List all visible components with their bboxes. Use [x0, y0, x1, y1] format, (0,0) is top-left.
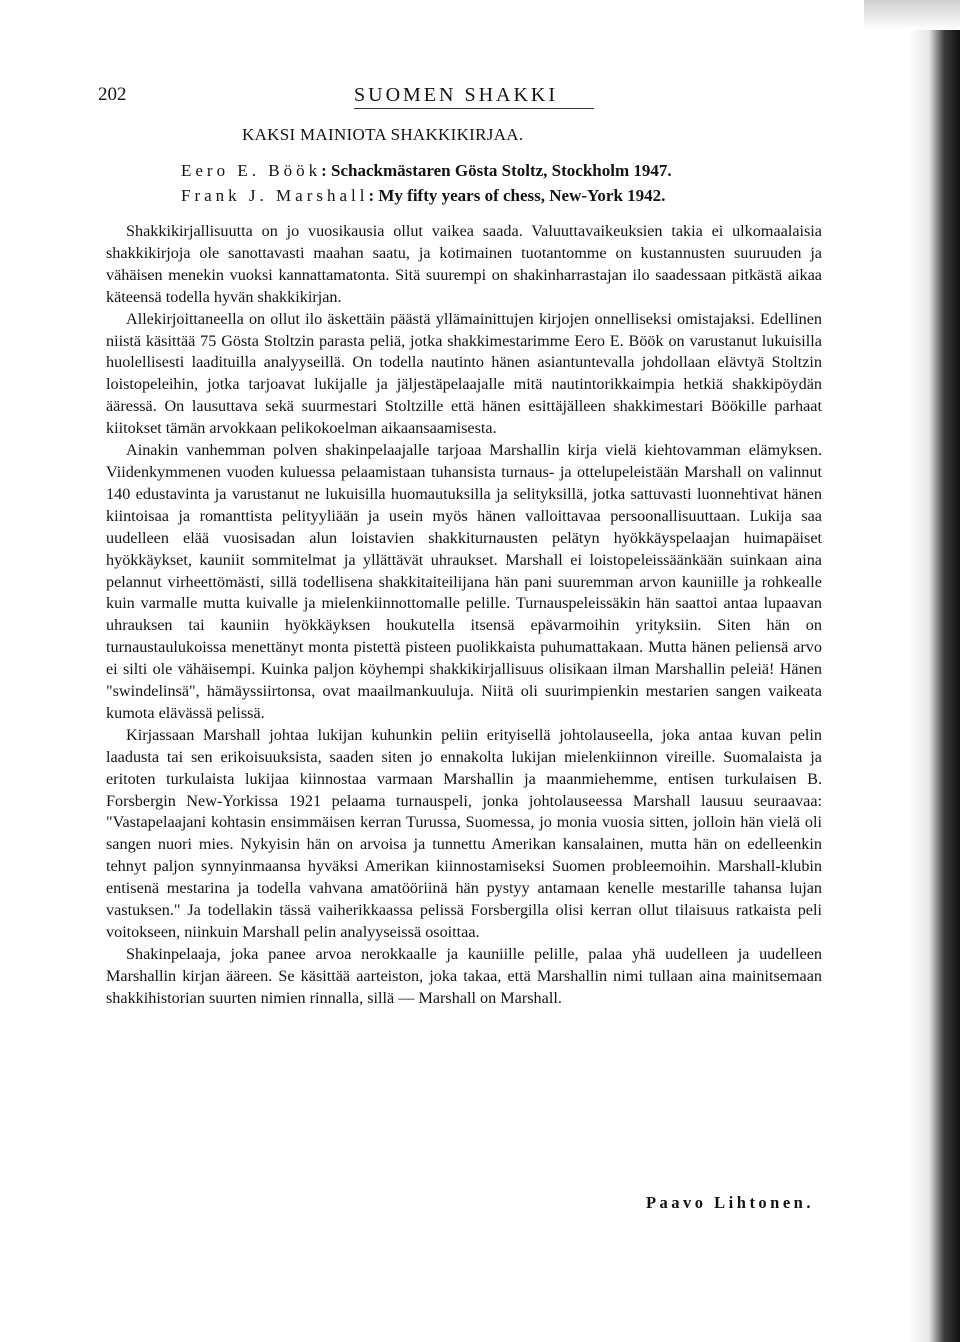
book-reference: [181, 183, 672, 208]
reference-title: : Schackmästaren Gösta Stoltz, Stockholm 1947.: [321, 161, 672, 180]
article-title: KAKSI MAINIOTA SHAKKIKIRJAA.: [242, 125, 524, 144]
page-number: 202: [98, 84, 127, 105]
running-title: SUOMEN SHAKKI: [354, 84, 559, 106]
reference-author: Frank J. Marshall: [181, 186, 369, 205]
scan-binding-edge: [908, 0, 960, 1342]
reference-author: Eero E. Böök: [181, 161, 322, 180]
scan-corner-shadow: [864, 0, 960, 30]
reference-title: : My fifty years of chess, New-York 1942.: [368, 186, 666, 205]
header-rule: [354, 108, 594, 109]
page-header: [98, 84, 850, 114]
paragraph: Shakkikirjallisuutta on jo vuosikausia ollut vaikea saada. Valuuttavaikeuksien takia ei ulkomaalaisia shakkikirjoja ole sanottavasti maahan saatu, ja kotimainen tuotantomme on kustannusten suuruuden ja vähäisen menekin vuoksi kannattamatonta. Sitä suurempi on shakinharrastajan ilo saadessaan pitkästä aikaa käteensä todella hyvän shakkikirjan.: [106, 222, 822, 306]
article-body: [106, 221, 822, 1010]
book-reference: [181, 158, 672, 183]
author-signature: Paavo Lihtonen.: [645, 1193, 814, 1212]
book-references: [181, 158, 672, 208]
paragraph: Ainakin vanhemman polven shakinpelaajalle tarjoaa Marshallin kirja vielä kiehtovamman elämyksen. Viidenkymmenen vuoden kuluessa pelaamistaan tuhansista turnaus- ja ottelupeleistään Marshall on valinnut 140 edustavinta ja varustanut ne lukuisilla huomautuksilla ja selityksillä, jotka sattuvasti luonnehtivat hänen kiintoisaa ja romanttista pelityyliään ja usein myös hänen valloittavaa persoonallisuuttaan. Lukija saa uudelleen elää vuosisadan alun loistavien shakkiturnausten pelätyn hyökkäyspelaajan huimapäiset hyökkäykset, kauniit sommitelmat ja yllättävät uhraukset. Marshall ei loistopeleissäänkään suinkaan aina pelannut virheettömästi, sillä todellisena shakkitaiteilijana hän pani suuremman arvon kauniille ja rohkealle kuin varmalle mutta kuivalle ja mielenkiinnottomalle pelille. Turnauspeleissäkin hän saattoi antaa lupaavan uhrauksen tai kauniin hyökkäyksen houkutella itsensä epävarmoihin yrityksiin. Siten hän on turnaustaulukoissa menettänyt monta pistettä pisteen puolikkaista puhumattakaan. Mutta hänen peliensä arvo ei silti ole vähäisempi. Kuinka paljon köyhempi shakkikirjallisuus olisikaan ilman Marshallin peleiä! Hänen "swindelinsä", hämäyssiirtonsa, ovat maailmankuuluja. Niitä oli suurimpienkin mestarien sangen vaikeata kumota elävässä pelissä.: [106, 441, 822, 722]
paragraph: Shakinpelaaja, joka panee arvoa nerokkaalle ja kauniille pelille, palaa yhä uudelleen ja uudelleen Marshallin kirjan ääreen. Se käsittää aarteiston, joka takaa, että Marshallin nimi tullaan aina mainitsemaan shakkihistorian suurten nimien rinnalla, sillä — Marshall on Marshall.: [106, 944, 822, 1007]
paragraph: Allekirjoittaneella on ollut ilo äskettäin päästä yllämainittujen kirjojen onnelliseksi omistajaksi. Edellinen niistä käsittää 75 Gösta Stoltzin parasta peliä, jotka shakkimestarimme Eero E. Böök on varustanut lukuisilla huolellisesti laadituilla analyyseillä. On todella nautinto hänen asiantuntevalla johdollaan elävtyä Stoltzin loistopeleihin, jotka tarjoavat lukijalle ja jäljestäpelaajalle mitä nautintorikkaimpia hetkiä shakkipöydän ääressä. On lausuttava sekä suurmestari Stoltzille että hänen esittäjälleen shakkimestari Böökille parhaat kiitokset tämän arvokkaan pelikokoelman aikaansaamisesta.: [106, 309, 822, 438]
paragraph: Kirjassaan Marshall johtaa lukijan kuhunkin peliin erityisellä johtolauseella, joka antaa kuvan pelin laadusta tai sen erikoisuuksista, saaden siten jo ennakolta lukijan mielenkiinnon vireille. Suomalaista ja eritoten turkulaista lukijaa kiinnostaa varmaan Marshallin ja maanmiehemme, entisen turkulaisen B. Forsbergin New-Yorkissa 1921 pelaama turnauspeli, jonka johtolauseessa Marshall lausuu seuraavaa: "Vastapelaajani kohtasin ensimmäisen kerran Turussa, Suomessa, jo monia vuosia sitten, jolloin hän vielä oli sangen nuori mies. Nykyisin hän on arvoisa ja tunnettu Amerikan kansalainen, mutta hän on edelleenkin tehnyt paljon synnyinmaansa hyväksi Amerikan kiinnostamiseksi Suomen probleemoihin. Marshall-klubin entisenä mestarina ja todella vahvana amatööriinä hän pystyy antamaan kenelle mestarille tahansa lujan vastuksen." Ja todellakin tässä vaiherikkaassa pelissä Forsbergilla olisi kerran ollut tilaisuus ratkaista peli voitokseen, niinkuin Marshall pelin analyyseissä osoittaa.: [106, 725, 822, 941]
